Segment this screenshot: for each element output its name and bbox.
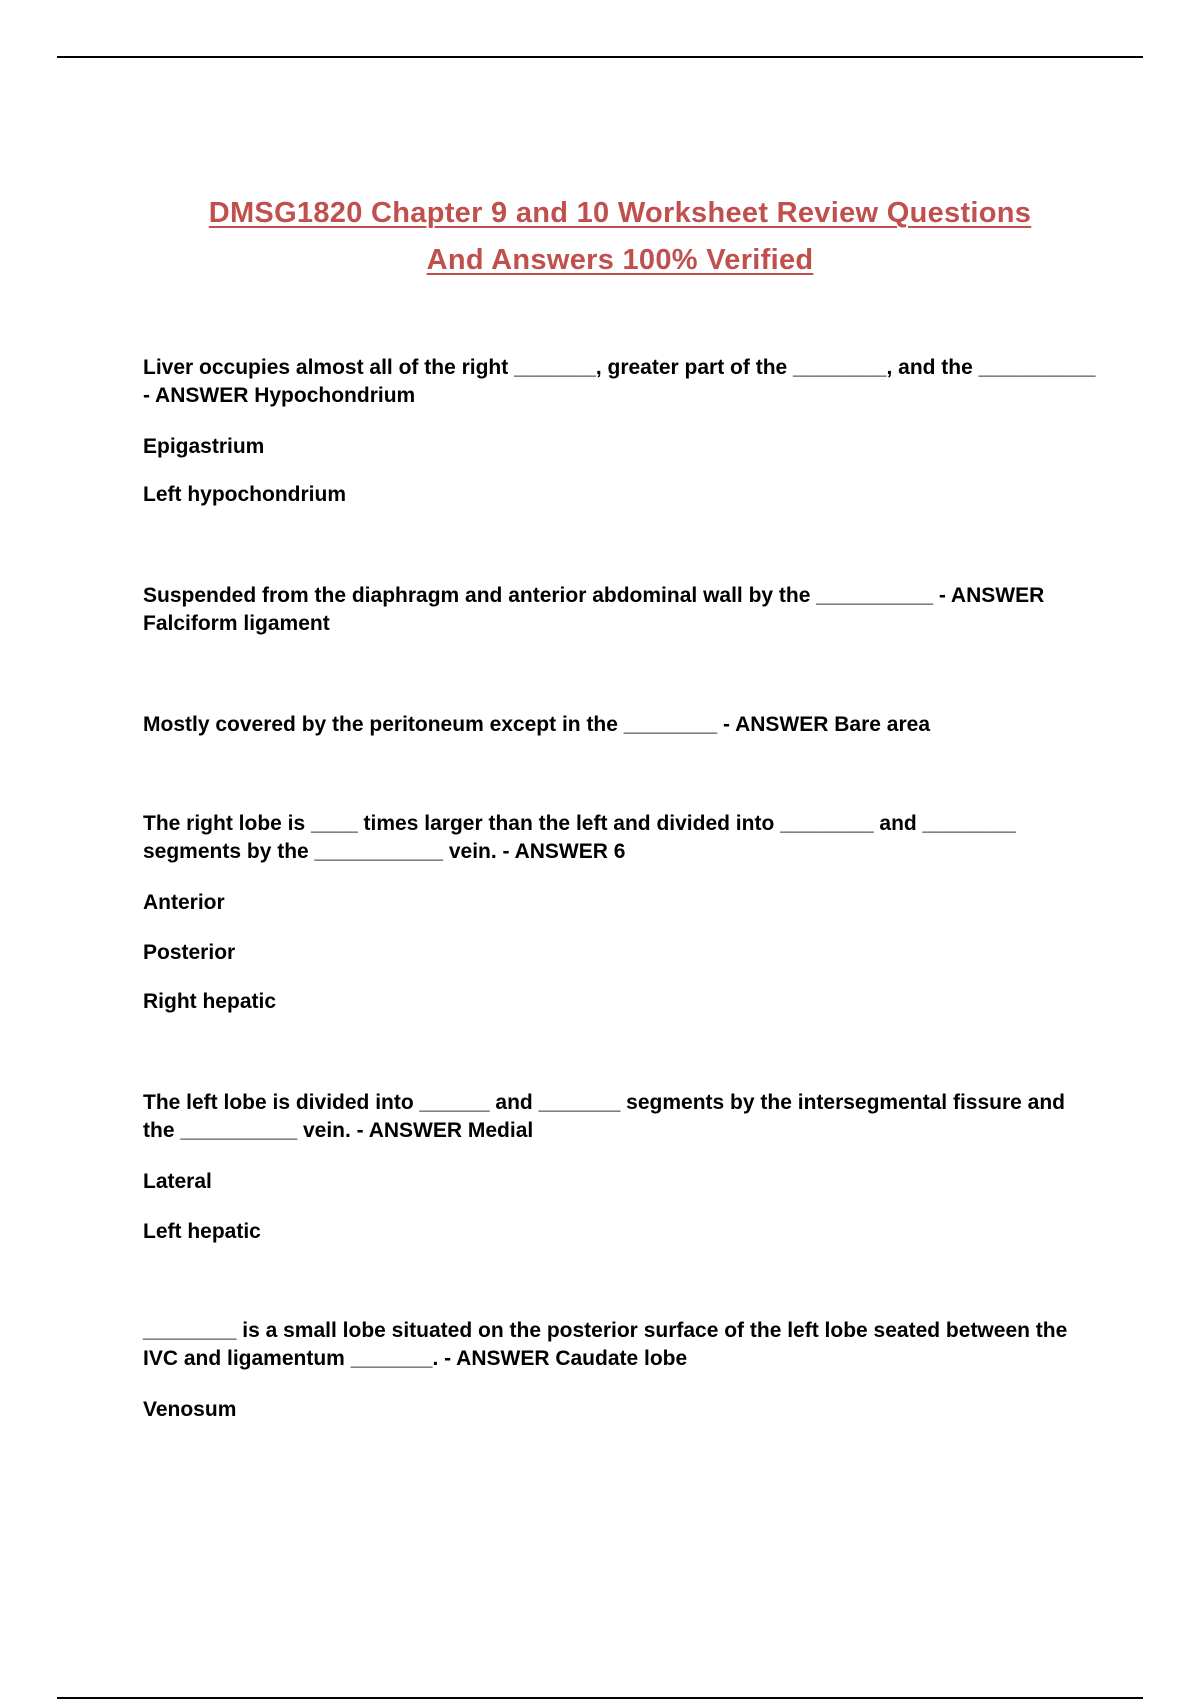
footer-rule — [57, 1697, 1143, 1699]
title-line-2: And Answers 100% Verified — [426, 244, 814, 276]
question-2: Suspended from the diaphragm and anterior abdominal wall by the __________ - ANSWER Falciform ligament — [143, 584, 1045, 635]
answer-5-3: Left hepatic — [143, 1220, 261, 1243]
question-5: The left lobe is divided into ______ and _______ segments by the intersegmental fissure and the __________ vein. - ANSWER Medial — [143, 1091, 1065, 1142]
answer-4-4: Right hepatic — [143, 990, 277, 1013]
title-line-1: DMSG1820 Chapter 9 and 10 Worksheet Review Questions — [208, 197, 1032, 229]
document-title — [120, 190, 1120, 284]
answer-6-2: Venosum — [143, 1398, 237, 1421]
header-rule — [57, 56, 1143, 58]
question-4: The right lobe is ____ times larger than the left and divided into ________ and ________ segments by the ___________ vein. - ANSWER 6 — [143, 812, 1016, 863]
answer-4-3: Posterior — [143, 941, 236, 964]
question-6: ________ is a small lobe situated on the posterior surface of the left lobe seated between the IVC and ligamentum _______. - ANSWER Caudate lobe — [143, 1319, 1068, 1370]
answer-5-2: Lateral — [143, 1170, 212, 1193]
question-1: Liver occupies almost all of the right _______, greater part of the ________, and the __________ - ANSWER Hypochondrium — [143, 356, 1096, 407]
answer-1-3: Left hypochondrium — [143, 483, 346, 506]
answer-4-2: Anterior — [143, 891, 225, 914]
question-3: Mostly covered by the peritoneum except in the ________ - ANSWER Bare area — [143, 713, 930, 736]
answer-1-2: Epigastrium — [143, 435, 265, 458]
